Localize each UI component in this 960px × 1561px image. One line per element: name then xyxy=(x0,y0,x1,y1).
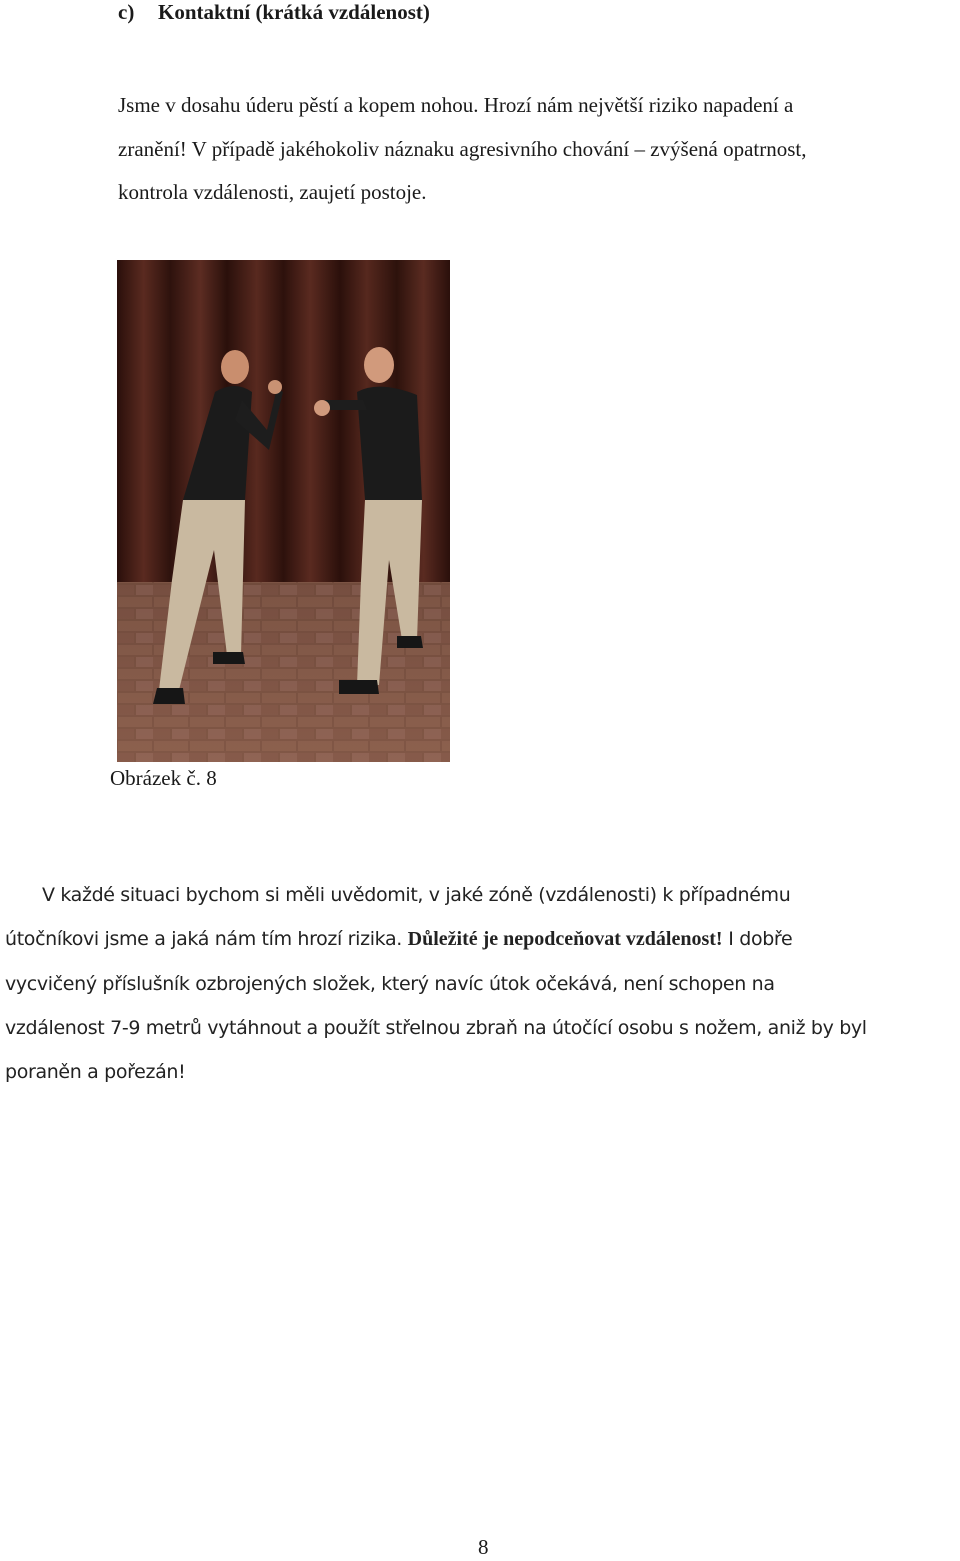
section-label: c) xyxy=(118,0,135,24)
section-title: Kontaktní (krátká vzdálenost) xyxy=(158,0,430,24)
body-line-text: útočníkovi jsme a jaká nám tím hrozí rizika. xyxy=(5,928,402,951)
photo-two-men-fighting-stance xyxy=(117,260,450,762)
intro-line: zranění! V případě jakéhokoliv náznaku agresivního chování – zvýšená opatrnost, xyxy=(118,136,807,161)
intro-line: kontrola vzdálenosti, zaujetí postoje. xyxy=(118,180,427,204)
figure-photo xyxy=(117,260,450,762)
body-line: vzdálenost 7-9 metrů vytáhnout a použít střelnou zbraň na útočící osobu s nožem, aniž by byl xyxy=(5,1016,867,1039)
body-line-text: I dobře xyxy=(728,928,793,951)
section-heading xyxy=(118,0,430,26)
emphasis-text: Důležité je nepodceňovat vzdálenost! xyxy=(407,928,723,951)
body-line: V každé situaci bychom si měli uvědomit, v jaké zóně (vzdálenosti) k případnému xyxy=(42,884,791,906)
body-paragraph xyxy=(5,873,960,1094)
body-line: vycvičený příslušník ozbrojených složek, který navíc útok očekává, není schopen na xyxy=(5,972,775,995)
page-number: 8 xyxy=(478,1535,489,1559)
intro-paragraph xyxy=(118,84,960,215)
body-line: poraněn a pořezán! xyxy=(5,1061,186,1084)
figure-caption: Obrázek č. 8 xyxy=(110,766,217,790)
intro-line: Jsme v dosahu úderu pěstí a kopem nohou. Hrozí nám největší riziko napadení a xyxy=(118,93,794,117)
body-line xyxy=(5,917,960,961)
